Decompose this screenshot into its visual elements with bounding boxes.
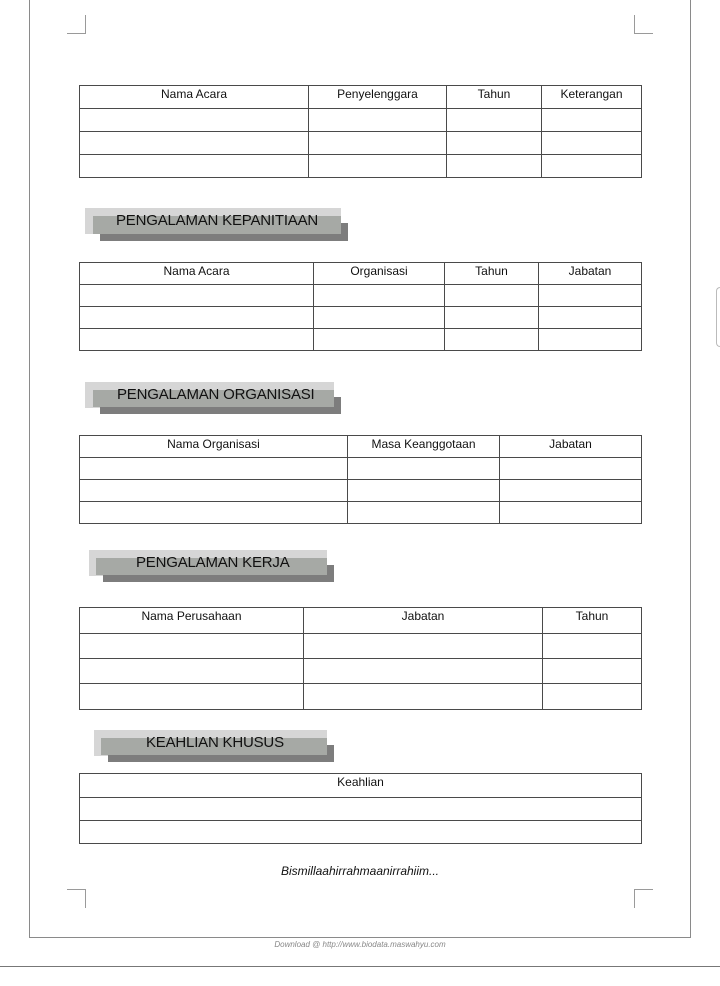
column-header: Organisasi xyxy=(314,263,445,285)
table-cell[interactable] xyxy=(348,502,500,524)
section-title: KEAHLIAN KHUSUS xyxy=(146,734,284,751)
table-cell[interactable] xyxy=(348,480,500,502)
closing-text: Bismillaahirrahmaanirrahiim... xyxy=(280,864,440,878)
table-cell[interactable] xyxy=(314,285,445,307)
column-header: Tahun xyxy=(543,608,642,634)
table-cell[interactable] xyxy=(309,155,447,178)
table-cell[interactable] xyxy=(445,307,539,329)
column-header: Masa Keanggotaan xyxy=(348,436,500,458)
table-row xyxy=(80,659,642,684)
column-header: Jabatan xyxy=(500,436,642,458)
column-header: Tahun xyxy=(445,263,539,285)
table-cell[interactable] xyxy=(80,132,309,155)
table-cell[interactable] xyxy=(539,285,642,307)
table-row xyxy=(80,634,642,659)
table-cell[interactable] xyxy=(542,109,642,132)
table-cell[interactable] xyxy=(80,634,304,659)
column-header: Keahlian xyxy=(80,774,642,798)
table-row xyxy=(80,307,642,329)
table-cell[interactable] xyxy=(500,480,642,502)
table-row xyxy=(80,502,642,524)
table-row xyxy=(80,684,642,710)
column-header: Nama Acara xyxy=(80,86,309,109)
section-title: PENGALAMAN ORGANISASI xyxy=(117,386,315,403)
table-cell[interactable] xyxy=(304,659,543,684)
table-cell[interactable] xyxy=(80,109,309,132)
table-cell[interactable] xyxy=(314,329,445,351)
table-cell[interactable] xyxy=(304,684,543,710)
table-cell[interactable] xyxy=(80,285,314,307)
column-header: Nama Organisasi xyxy=(80,436,348,458)
column-header: Nama Acara xyxy=(80,263,314,285)
table-cell[interactable] xyxy=(447,132,542,155)
table-cell[interactable] xyxy=(80,307,314,329)
table-cell[interactable] xyxy=(543,634,642,659)
table-cell[interactable] xyxy=(348,458,500,480)
column-header: Nama Perusahaan xyxy=(80,608,304,634)
table-cell[interactable] xyxy=(80,480,348,502)
table-cell[interactable] xyxy=(542,155,642,178)
table-row xyxy=(80,798,642,821)
table-cell[interactable] xyxy=(80,684,304,710)
table-cell[interactable] xyxy=(80,502,348,524)
table-cell[interactable] xyxy=(80,798,642,821)
table-cell[interactable] xyxy=(539,307,642,329)
table-cell[interactable] xyxy=(80,458,348,480)
committee-table xyxy=(79,262,642,351)
table-row xyxy=(80,109,642,132)
table-cell[interactable] xyxy=(314,307,445,329)
table-cell[interactable] xyxy=(500,458,642,480)
table-row xyxy=(80,821,642,844)
table-cell[interactable] xyxy=(80,821,642,844)
table-cell[interactable] xyxy=(500,502,642,524)
table-cell[interactable] xyxy=(80,155,309,178)
table-row xyxy=(80,155,642,178)
table-cell[interactable] xyxy=(447,155,542,178)
table-cell[interactable] xyxy=(445,285,539,307)
table-row xyxy=(80,480,642,502)
crop-mark-top-left xyxy=(67,15,86,34)
table-cell[interactable] xyxy=(309,132,447,155)
table-cell[interactable] xyxy=(447,109,542,132)
table-cell[interactable] xyxy=(445,329,539,351)
table-cell[interactable] xyxy=(304,634,543,659)
organization-table xyxy=(79,435,642,524)
table-row xyxy=(80,329,642,351)
scroll-handle[interactable] xyxy=(716,287,720,347)
crop-mark-bottom-left xyxy=(67,889,86,908)
crop-mark-top-right xyxy=(634,15,653,34)
crop-mark-bottom-right xyxy=(634,889,653,908)
skills-table xyxy=(79,773,642,844)
table-cell[interactable] xyxy=(543,684,642,710)
event-table xyxy=(79,85,642,178)
table-cell[interactable] xyxy=(80,659,304,684)
table-row xyxy=(80,458,642,480)
column-header: Jabatan xyxy=(304,608,543,634)
page-separator xyxy=(0,966,720,967)
table-cell[interactable] xyxy=(539,329,642,351)
table-row xyxy=(80,285,642,307)
column-header: Penyelenggara xyxy=(309,86,447,109)
footer-download-link[interactable]: Download @ http://www.biodata.maswahyu.com xyxy=(274,940,446,949)
column-header: Keterangan xyxy=(542,86,642,109)
table-cell[interactable] xyxy=(80,329,314,351)
table-cell[interactable] xyxy=(309,109,447,132)
table-cell[interactable] xyxy=(543,659,642,684)
table-row xyxy=(80,132,642,155)
column-header: Tahun xyxy=(447,86,542,109)
section-title: PENGALAMAN KERJA xyxy=(136,554,290,571)
column-header: Jabatan xyxy=(539,263,642,285)
work-table xyxy=(79,607,642,710)
section-title: PENGALAMAN KEPANITIAAN xyxy=(116,212,319,229)
table-cell[interactable] xyxy=(542,132,642,155)
